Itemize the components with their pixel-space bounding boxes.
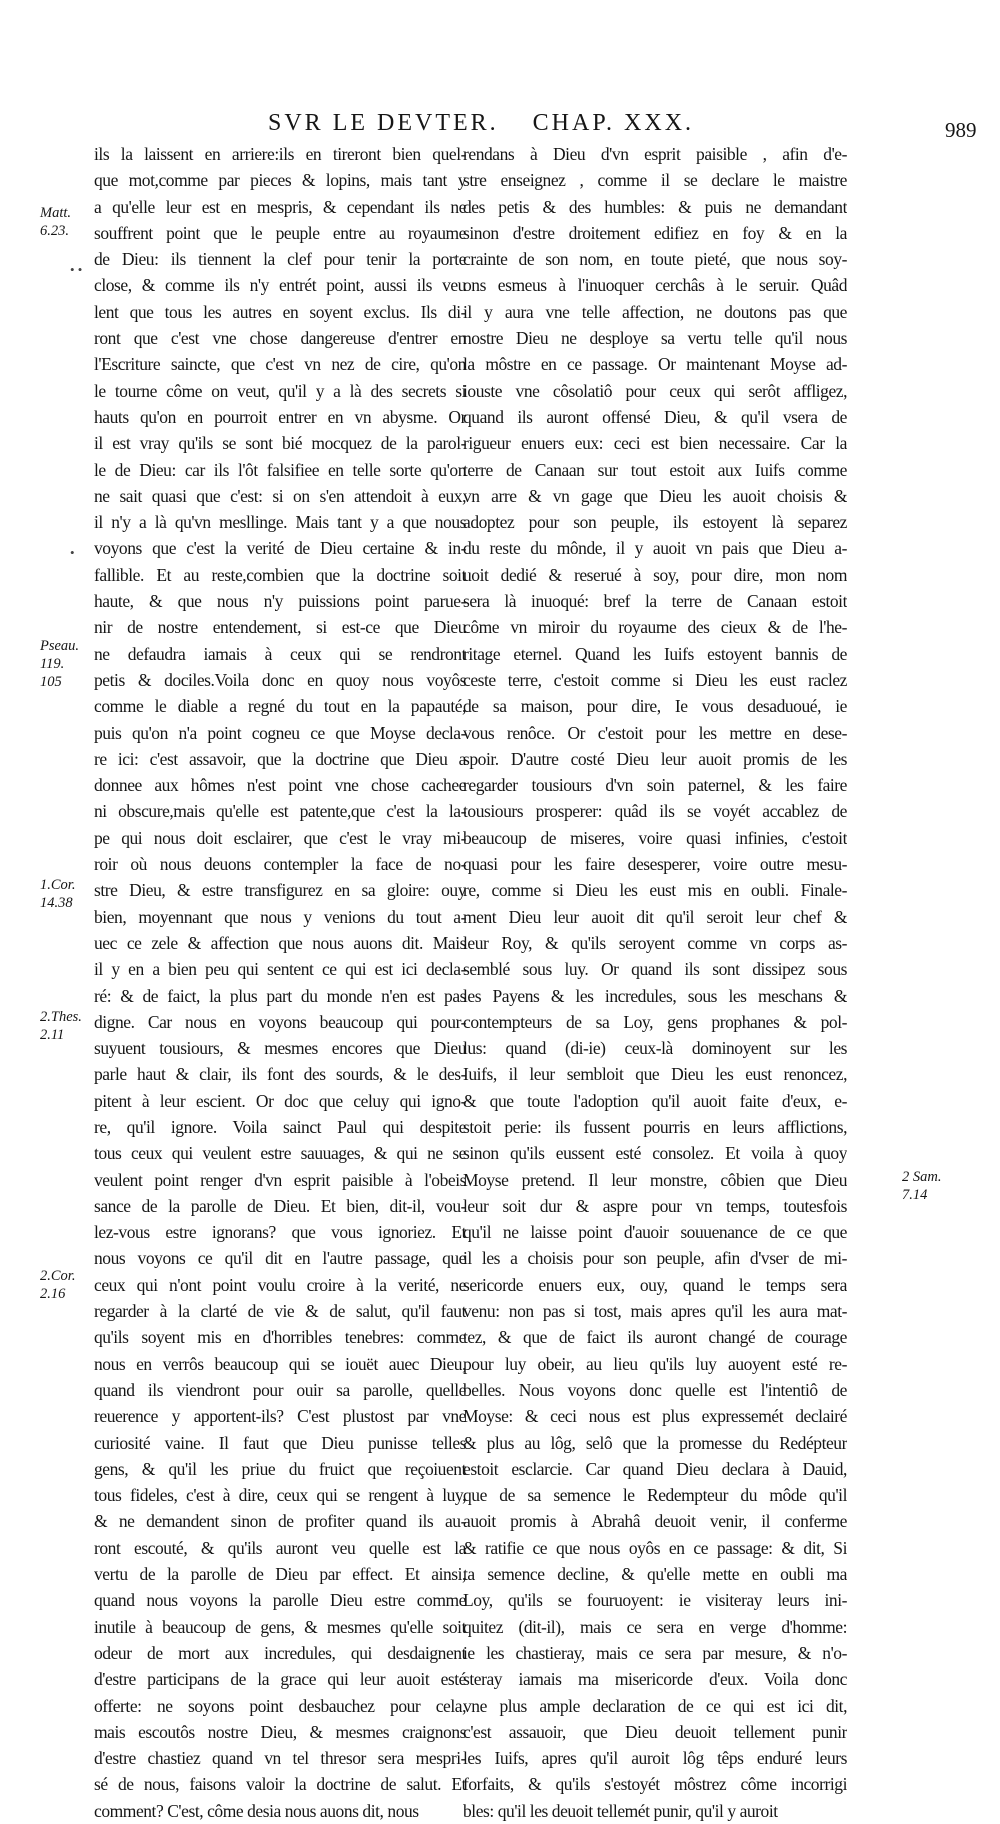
reference-mark: • <box>70 545 75 560</box>
right-column-line: pour luy obeir, au lieu qu'ils luy auoyent esté re- <box>463 1353 847 1374</box>
left-column-line: souffrent point que le peuple entre au royaume <box>94 222 466 243</box>
right-column-line: ment Dieu leur auoit dit qu'il seroit leur chef & <box>463 906 847 927</box>
left-column-line: sé de nous, faisons valoir la doctrine de salut. Et <box>94 1774 466 1795</box>
margin-note-line: 6.23. <box>40 223 69 239</box>
right-column-line: du reste du mônde, il y auoit vn pais que Dieu a- <box>463 538 847 559</box>
right-column-line: ta semence decline, & qu'elle mette en oubli ma <box>463 1564 847 1585</box>
right-column-line: Moyse: & ceci nous est plus expressemét declairé <box>463 1406 847 1427</box>
right-column-line: Moyse pretend. Il leur monstre, côbien que Dieu <box>463 1169 847 1190</box>
right-column-line: & plus au lôg, selô que la promesse du Redépteur <box>463 1432 847 1453</box>
right-text-column <box>463 141 847 1824</box>
right-column-line: ons esmeus à l'inuoquer cerchâs à le seruir. Quâd <box>463 275 847 296</box>
right-column-line: beaucoup de miseres, voire quasi infinies, c'estoit <box>463 827 847 848</box>
right-column-line: adoptez pour son peuple, ils estoyent là separez <box>463 512 847 533</box>
right-column-line: nostre Dieu ne desploye sa vertu telle qu'il nous <box>463 328 847 349</box>
right-column-line: qu'il ne laisse point d'auoir souuenance de ce que <box>463 1222 847 1243</box>
left-column-line: mais escoutôs nostre Dieu, & mesmes craignons <box>94 1721 466 1742</box>
right-column-line: steray iamais ma misericorde d'eux. Voila donc <box>463 1669 847 1690</box>
margin-note-line: 7.14 <box>902 1187 928 1203</box>
left-column-line: bien, moyennant que nous y venions du tout a- <box>94 906 466 927</box>
right-column-line: sinon qu'ils eussent esté consolez. Et voila à quoy <box>463 1143 847 1164</box>
left-column-line: lez-vous estre ignorans? que vous ignoriez. Et <box>94 1222 466 1243</box>
left-column-line: offerte: ne soyons point desbauchez pour cela, <box>94 1695 466 1716</box>
margin-note-matt <box>40 204 71 240</box>
left-column-line: ceux qui n'ont point voulu croire à la verité, ne <box>94 1274 466 1295</box>
right-column-line: c'est assauoir, que Dieu deuoit tellement punir <box>463 1721 847 1742</box>
margin-note-line: 105 <box>40 674 62 690</box>
left-column-line: pe qui nous doit esclairer, que c'est le vray mi- <box>94 827 466 848</box>
right-column-line: lus: quand (di-ie) ceux-là dominoyent sur les <box>463 1038 847 1059</box>
right-column-line: crainte de son nom, en toute pieté, que nous soy- <box>463 249 847 270</box>
right-column-line: belles. Nous voyons donc quelle est l'intentiô de <box>463 1379 847 1400</box>
right-column-line: sinon d'estre droitement edifiez en foy & en la <box>463 222 847 243</box>
running-head-title: SVR LE DEVTER. <box>268 110 499 136</box>
running-head-chapter: CHAP. XXX. <box>532 110 695 136</box>
right-column-line: spoir. D'autre costé Dieu leur auoit promis de les <box>463 748 847 769</box>
right-column-line: stre enseignez , comme il se declare le maistre <box>463 170 847 191</box>
left-column-line: suyuent tousiours, & mesmes encores que Dieu <box>94 1038 466 1059</box>
right-column-line: & ratifie ce que nous oyôs en ce passage: & dit, Si <box>463 1537 847 1558</box>
left-column-line: ils la laissent en arriere:ils en tireront bien quel- <box>94 144 466 164</box>
right-column-line: la môstre en ce passage. Or maintenant Moyse ad- <box>463 354 847 375</box>
margin-note-line: 2.11 <box>40 1027 65 1043</box>
reference-mark: • • <box>70 262 83 277</box>
right-column-line: les Iuifs, apres qu'il auroit lôg têps enduré leurs <box>463 1748 847 1769</box>
right-column-line: contempteurs de sa Loy, gens prophanes & pol- <box>463 1011 847 1032</box>
right-column-line: quand ils auront offensé Dieu, & qu'il vsera de <box>463 406 847 427</box>
left-column-line: hauts qu'on en pourroit entrer en vn abysme. Or <box>94 406 466 427</box>
right-column-line: Loy, qu'ils se fouruoyent: ie visiteray leurs ini- <box>463 1590 847 1611</box>
right-column-line: rendans à Dieu d'vn esprit paisible , afin d'e- <box>463 144 847 164</box>
left-column-line: lent que tous les autres en soyent exclus. Ils di- <box>94 301 466 322</box>
left-column-line: d'estre chastiez quand vn tel thresor sera mespri- <box>94 1748 466 1769</box>
left-column-line: tous ceux qui veulent estre sauuages, & qui ne se <box>94 1143 466 1164</box>
running-head <box>268 110 694 137</box>
right-column-line: que de sa semence le Redempteur du môde qu'il <box>463 1485 847 1506</box>
left-column-line: re ici: c'est assavoir, que la doctrine que Dieu a <box>94 748 466 769</box>
left-column-line: sance de la parolle de Dieu. Et bien, dit-il, vou- <box>94 1195 466 1216</box>
right-column-line: semblé sous luy. Or quand ils sont dissipez sous <box>463 959 847 980</box>
right-column-line: bles: qu'il les deuoit tellemét punir, qu'il y auroit <box>463 1800 778 1821</box>
right-column-line: de sa maison, pour dire, Ie vous desaduoué, ie <box>463 696 847 717</box>
right-column-line: vous renôce. Or c'estoit pour les mettre en dese- <box>463 722 847 743</box>
right-column-line: leur Roy, & qu'ils seroyent comme vn corps as- <box>463 932 847 953</box>
margin-note-2cor <box>40 1267 75 1303</box>
left-column-line: comment? C'est, côme desia nous auons dit, nous <box>94 1800 419 1821</box>
right-column-line: forfaits, & qu'ils s'estoyét môstrez côme incorrigi <box>463 1774 847 1795</box>
left-column-line: ront escouté, & qu'ils auront veu quelle est la <box>94 1537 466 1558</box>
left-column-line: il y en a bien peu qui sentent ce qui est ici decla- <box>94 959 466 980</box>
right-column-line: & que toute l'adoption qu'il auoit faite d'eux, e- <box>463 1090 847 1111</box>
right-column-line: regarder tousiours d'vn soin paternel, & les faire <box>463 775 847 796</box>
right-column-line: re, comme si Dieu les eust mis en oubli. Finale- <box>463 880 847 901</box>
left-column-line: gens, & qu'il les priue du fruict que reçoiuent <box>94 1458 466 1479</box>
left-column-line: quand nous voyons la parolle Dieu estre comme <box>94 1590 466 1611</box>
left-column-line: d'estre participans de la grace qui leur auoit esté <box>94 1669 466 1690</box>
left-column-line: nir de nostre entendement, si est-ce que Dieu <box>94 617 466 638</box>
left-column-line: pitent à leur escient. Or doc que celuy qui igno- <box>94 1090 466 1111</box>
right-column-line: terre de Canaan sur tout estoit aux Iuifs comme <box>463 459 847 480</box>
left-column-line: le tourne côme on veut, qu'il y a là des secrets si <box>94 380 466 401</box>
margin-note-line: 2.Thes. <box>40 1009 82 1025</box>
left-column-line: re, qu'il ignore. Voila sainct Paul qui despite <box>94 1116 466 1137</box>
left-column-line: qu'ils soyent mis en d'horribles tenebres: comme <box>94 1327 466 1348</box>
left-text-column <box>94 141 466 1824</box>
right-column-line: tez, & que de faict ils auront changé de courage <box>463 1327 847 1348</box>
right-column-line: les Payens & les incredules, sous les meschans & <box>463 985 847 1006</box>
left-column-line: le de Dieu: car ils l'ôt falsifiee en telle sorte qu'on <box>94 459 466 480</box>
right-column-line: uoit dedié & reserué à soy, pour dire, mon nom <box>463 564 847 585</box>
right-column-line: rigueur enuers eux: ceci est bien necessaire. Car la <box>463 433 847 454</box>
margin-note-line: Pseau. <box>40 638 80 654</box>
right-column-line: vn arre & vn gage que Dieu les auoit choisis & <box>463 485 847 506</box>
page-number: 989 <box>945 118 977 142</box>
left-column-line: & ne demandent sinon de profiter quand ils au- <box>94 1511 466 1532</box>
left-column-line: a qu'elle leur est en mespris, & cependant ils ne <box>94 196 466 217</box>
left-column-line: regarder à la clarté de vie & de salut, qu'il faut <box>94 1301 466 1322</box>
left-column-line: comme le diable a regné du tout en la papauté, <box>94 696 466 717</box>
margin-note-line: Matt. <box>40 205 72 221</box>
left-column-line: puis qu'on n'a point cogneu ce que Moyse decla- <box>94 722 466 743</box>
left-column-line: roir où nous deuons contempler la face de no- <box>94 854 466 875</box>
right-column-line: venu: non pas si tost, mais apres qu'il les aura mat- <box>463 1301 847 1322</box>
left-column-line: petis & dociles.Voila donc en quoy nous voyôs <box>94 669 466 690</box>
right-column-line: des petis & des humbles: & puis ne demandant <box>463 196 847 217</box>
left-column-line: donnee aux hômes n'est point vne chose cachee <box>94 775 466 796</box>
right-column-line: tousiours prosperer: quâd ils se voyét accablez de <box>463 801 847 822</box>
left-column-line: ni obscure,mais qu'elle est patente,que c'est la la- <box>94 801 466 822</box>
left-column-line: l'Escriture saincte, que c'est vn nez de cire, qu'on <box>94 354 466 375</box>
left-column-line: reuerence y apportent-ils? C'est plustost par vne <box>94 1406 466 1427</box>
margin-note-line: 119. <box>40 656 65 672</box>
margin-note-2sam <box>902 1168 941 1204</box>
margin-note-line: 2.16 <box>40 1286 66 1302</box>
left-column-line: odeur de mort aux incredules, qui desdaignent <box>94 1642 466 1663</box>
left-column-line: parle haut & clair, ils font des sourds, & le des- <box>94 1064 466 1085</box>
left-column-line: ront que c'est vne chose dangereuse d'entrer en <box>94 328 466 349</box>
right-column-line: quitez (dit-il), mais ce sera en verge d'homme: <box>463 1616 847 1637</box>
left-column-line: nous en verrôs beaucoup qui se iouët auec Dieu, <box>94 1353 466 1374</box>
right-column-line: il les a choisis pour son peuple, afin d'vser de mi- <box>463 1248 847 1269</box>
left-column-line: ne sait quasi que c'est: si on s'en attendoit à eux, <box>94 485 466 506</box>
left-column-line: ne defaudra iamais à ceux qui se rendront <box>94 643 466 664</box>
right-column-line: sericorde enuers eux, ouy, quand le temps sera <box>463 1274 847 1295</box>
margin-note-1cor <box>40 876 75 912</box>
right-column-line: stoit perie: ils fussent pourris en leurs afflictions, <box>463 1116 847 1137</box>
right-column-line: sera là inuoqué: bref la terre de Canaan estoit <box>463 591 847 612</box>
right-column-line: iouste vne côsolatiô pour ceux qui serôt affligez, <box>463 380 847 401</box>
left-column-line: de Dieu: ils tiennent la clef pour tenir la porte <box>94 249 466 270</box>
left-column-line: quand ils viendront pour ouir sa parolle, quelle <box>94 1379 466 1400</box>
left-column-line: uec ce zele & affection que nous auons dit. Mais <box>94 932 466 953</box>
left-column-line: fallible. Et au reste,combien que la doctrine soit <box>94 564 466 585</box>
right-column-line: côme vn miroir du royaume des cieux & de l'he- <box>463 617 847 638</box>
left-column-line: tous fideles, c'est à dire, ceux qui se rengent à luy, <box>94 1485 466 1506</box>
right-column-line: Iuifs, il leur sembloit que Dieu les eust renoncez, <box>463 1064 847 1085</box>
right-column-line: leur soit dur & aspre pour vn temps, toutesfois <box>463 1195 847 1216</box>
left-column-line: nous voyons ce qu'il dit en l'autre passage, que <box>94 1248 466 1269</box>
left-column-line: voyons que c'est la verité de Dieu certaine & in- <box>94 538 466 559</box>
margin-note-pseau <box>40 637 79 691</box>
left-column-line: vertu de la parolle de Dieu par effect. Et ainsi, <box>94 1564 466 1585</box>
left-column-line: digne. Car nous en voyons beaucoup qui pour- <box>94 1011 466 1032</box>
left-column-line: curiosité vaine. Il faut que Dieu punisse telles <box>94 1432 466 1453</box>
margin-note-line: 1.Cor. <box>40 877 76 893</box>
right-column-line: quasi pour les faire desesperer, voire outre mesu- <box>463 854 847 875</box>
right-column-line: estoit esclarcie. Car quand Dieu declara à Dauid, <box>463 1458 847 1479</box>
right-column-line: vne plus ample declaration de ce qui est ici dit, <box>463 1695 847 1716</box>
right-column-line: ritage eternel. Quand les Iuifs estoyent bannis de <box>463 643 847 664</box>
left-column-line: il est vray qu'ils se sont bié mocquez de la parol- <box>94 433 466 454</box>
margin-note-line: 14.38 <box>40 895 73 911</box>
left-column-line: veulent point renger d'vn esprit paisible à l'obeis <box>94 1169 466 1190</box>
left-column-line: stre Dieu, & estre transfigurez en sa gloire: ouy <box>94 880 466 901</box>
margin-note-line: 2 Sam. <box>902 1169 942 1185</box>
right-column-line: ie les chastieray, mais ce sera par mesure, & n'o- <box>463 1642 847 1663</box>
margin-note-line: 2.Cor. <box>40 1268 76 1284</box>
left-column-line: inutile à beaucoup de gens, & mesmes qu'elle soit <box>94 1616 466 1637</box>
left-column-line: que mot,comme par pieces & lopins, mais tant y <box>94 170 466 191</box>
right-column-line: ceste terre, c'estoit comme si Dieu les eust raclez <box>463 669 847 690</box>
margin-note-2thes <box>40 1008 82 1044</box>
left-column-line: close, & comme ils n'y entrét point, aussi ils veu <box>94 275 466 296</box>
right-column-line: il y aura vne telle affection, ne doutons pas que <box>463 301 847 322</box>
left-column-line: ré: & de faict, la plus part du monde n'en est pas <box>94 985 466 1006</box>
right-column-line: auoit promis à Abrahâ deuoit venir, il conferme <box>463 1511 847 1532</box>
left-column-line: haute, & que nous n'y puissions point parue- <box>94 591 466 612</box>
left-column-line: il n'y a là qu'vn mesllinge. Mais tant y a que nous <box>94 512 466 533</box>
